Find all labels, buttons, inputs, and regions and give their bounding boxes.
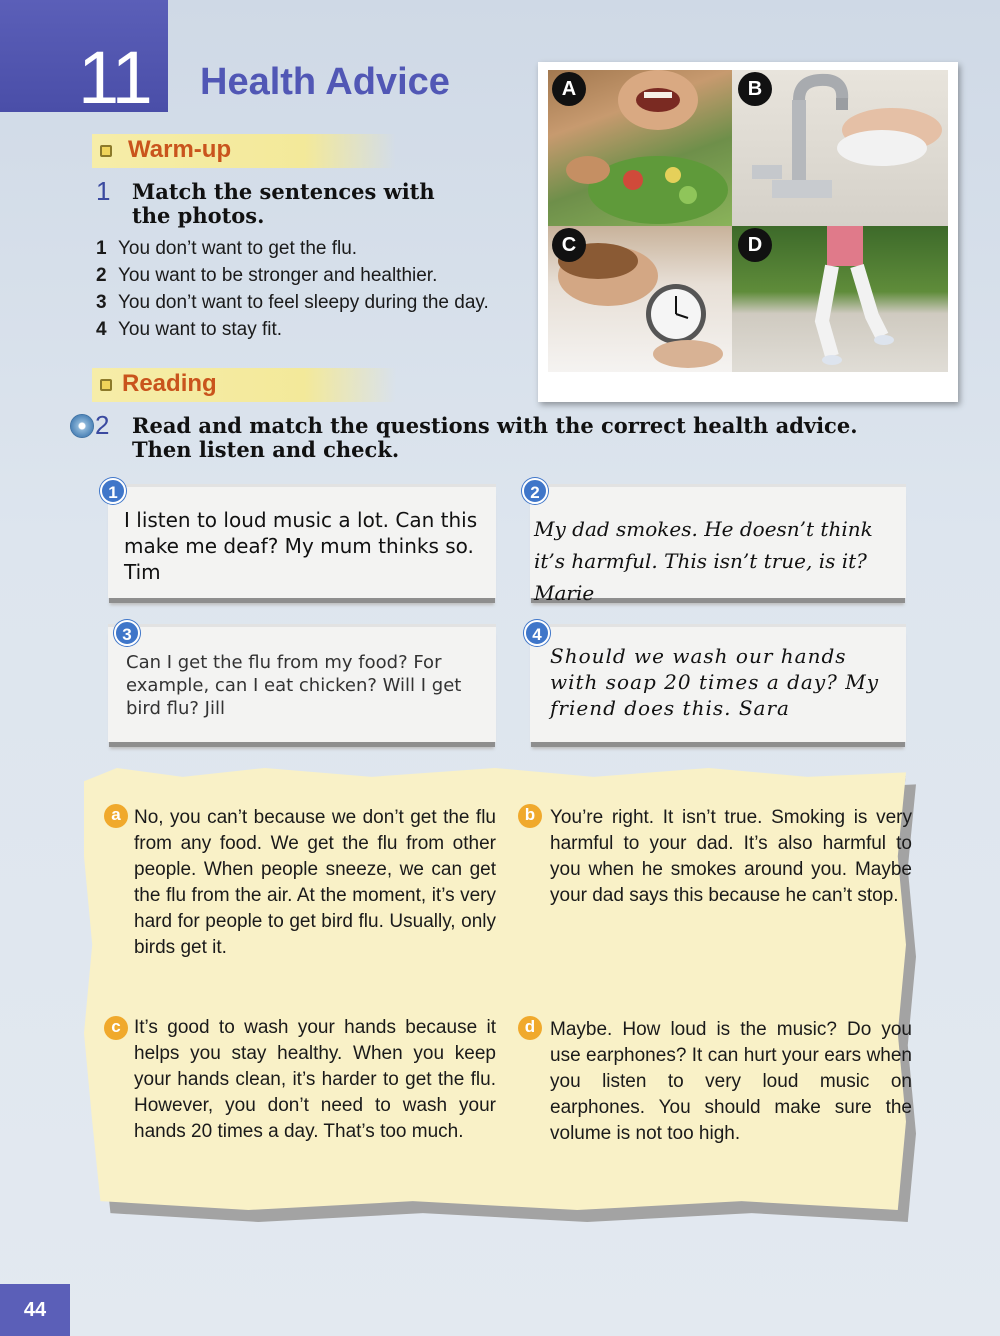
question-card-3 xyxy=(108,624,496,742)
list-item-text: You don’t want to feel sleepy during the day. xyxy=(118,292,489,313)
question-card-2 xyxy=(530,484,906,605)
answer-b-text: You’re right. It isn’t true. Smoking is very harmful to your dad. It’s also harmful to you when he smokes around you. Maybe your dad says this because he can’t stop. xyxy=(550,807,912,906)
list-item-number: 2 xyxy=(96,265,107,286)
list-item-number: 4 xyxy=(96,319,107,340)
photo-label-a: A xyxy=(552,72,586,106)
question-1-text: I listen to loud music a lot. Can this make me deaf? My mum thinks so. Tim xyxy=(124,508,478,584)
photo-label-d: D xyxy=(738,228,772,262)
answer-c-badge: c xyxy=(104,1016,128,1040)
bullet-square-icon xyxy=(100,145,112,157)
answer-a-badge: a xyxy=(104,804,128,828)
question-3-text: Can I get the flu from my food? For example, can I eat chicken? Will I get bird flu? Jill xyxy=(126,652,462,719)
hand-washing-photo xyxy=(732,70,948,226)
task-2-instruction: Read and match the questions with the correct health advice. Then listen and check. xyxy=(132,413,858,462)
question-card-4 xyxy=(530,624,906,742)
list-item-text: You don’t want to get the flu. xyxy=(118,238,358,259)
page-number: 44 xyxy=(0,1284,70,1336)
list-item xyxy=(96,292,489,314)
salad-eating-photo xyxy=(548,70,732,226)
question-4-badge: 4 xyxy=(524,620,550,646)
list-item xyxy=(96,319,282,341)
question-3-badge: 3 xyxy=(114,620,140,646)
sleeping-alarm-photo xyxy=(548,226,732,372)
answer-c-text: It’s good to wash your hands because it helps you stay healthy. When you keep your hands clean, it’s harder to get the flu. However, you don’t need to wash your hands 20 times a day. That’s too much. xyxy=(134,1017,496,1142)
list-item xyxy=(96,265,437,287)
answer-d-badge: d xyxy=(518,1016,542,1040)
photo-grid xyxy=(538,62,958,402)
task-2-number: 2 xyxy=(95,410,110,440)
audio-cd-icon[interactable] xyxy=(70,414,94,438)
reading-heading: Reading xyxy=(122,370,217,397)
reading-heading-bar xyxy=(92,368,396,402)
jogging-photo xyxy=(732,226,948,372)
unit-number-box xyxy=(0,0,168,119)
list-item-text: You want to stay fit. xyxy=(118,319,283,340)
list-item xyxy=(96,238,357,260)
answer-a-text: No, you can’t because we don’t get the flu from any food. We get the flu from other people. When people sneeze, we can get the flu from the air. At the moment, it’s very hard for people to get bird flu. Usually, only birds get it. xyxy=(134,807,496,958)
task-1-number: 1 xyxy=(96,176,111,206)
unit-title: Health Advice xyxy=(200,61,450,103)
warmup-heading: Warm-up xyxy=(128,136,232,163)
photo-label-c: C xyxy=(552,228,586,262)
answer-d-text: Maybe. How loud is the music? Do you use earphones? It can hurt your ears when you listen to very loud music on earphones. You should make sure the volume is not too high. xyxy=(550,1019,912,1144)
question-2-badge: 2 xyxy=(522,478,548,504)
task-1-instruction: Match the sentences with the photos. xyxy=(132,179,435,228)
warmup-heading-bar xyxy=(92,134,396,168)
question-4-text: Should we wash our hands with soap 20 times a day? My friend does this. Sara xyxy=(550,644,880,720)
list-item-number: 3 xyxy=(96,292,107,313)
list-item-text: You want to be stronger and healthier. xyxy=(118,265,438,286)
list-item-number: 1 xyxy=(96,238,107,259)
question-2-text: My dad smokes. He doesn’t think it’s harmful. This isn’t true, is it? Marie xyxy=(534,517,873,605)
question-card-1 xyxy=(108,484,496,598)
unit-number: 11 xyxy=(78,36,151,119)
photo-label-b: B xyxy=(738,72,772,106)
answer-b-badge: b xyxy=(518,804,542,828)
question-1-badge: 1 xyxy=(100,478,126,504)
bullet-square-icon xyxy=(100,379,112,391)
